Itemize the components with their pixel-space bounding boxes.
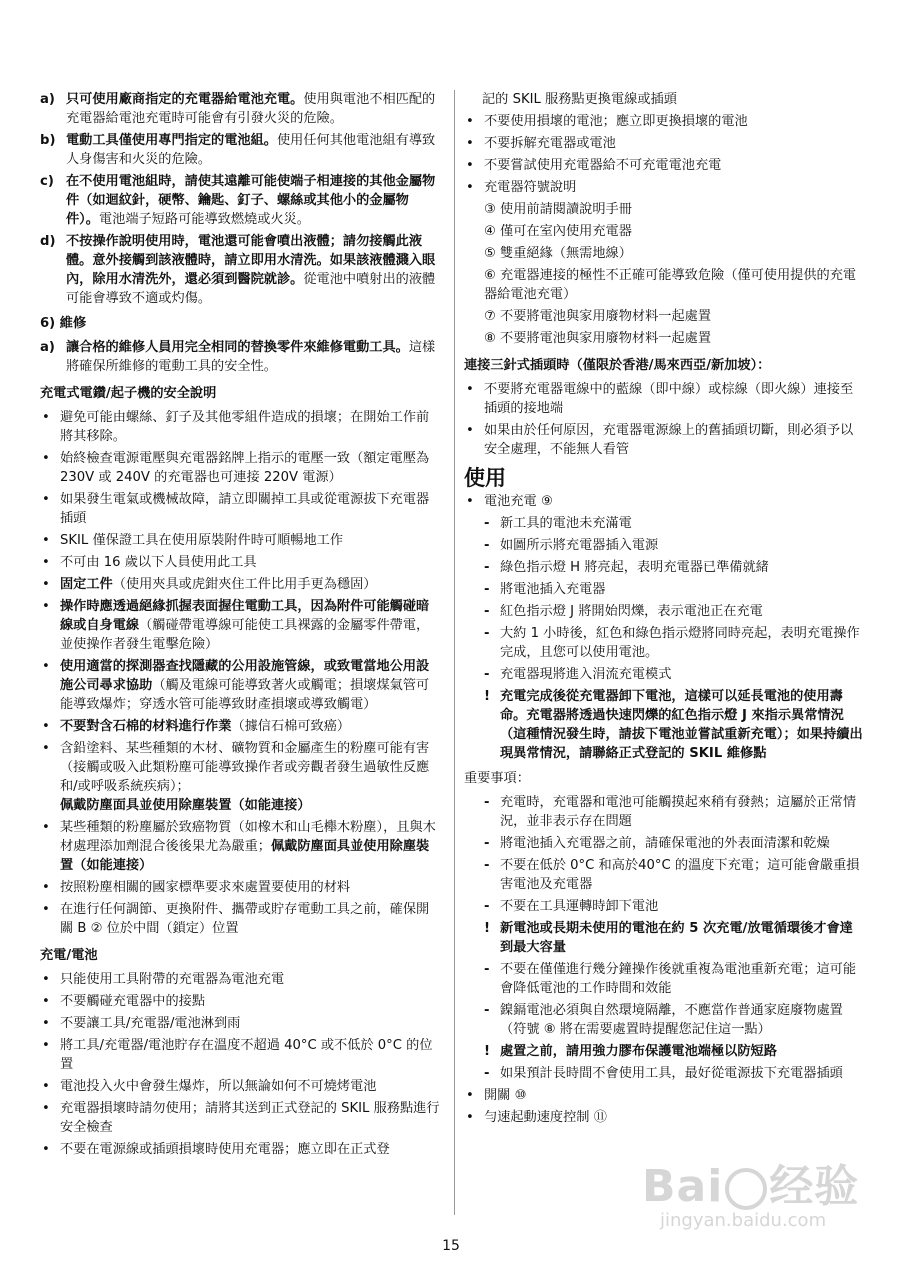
list-item: [40, 1036, 440, 1074]
item-text: 新工具的電池未充滿電: [500, 516, 632, 531]
sub-item: [464, 1064, 864, 1083]
item-text: 充電器符號說明: [484, 180, 577, 195]
sub-item: [464, 1042, 864, 1061]
watermark-url: jingyan.baidu.com: [660, 1210, 827, 1231]
dash-icon: -: [484, 962, 490, 977]
bullet-icon: •: [466, 114, 474, 129]
item-text: 不要在工具運轉時卸下電池: [500, 899, 659, 914]
charge-steps-list: [464, 514, 864, 763]
bullet-icon: •: [42, 1101, 50, 1116]
symbol-item: ③ 使用前請閱讀說明手冊: [484, 202, 632, 217]
safety-item: [40, 90, 440, 128]
bullet-icon: •: [42, 994, 50, 1009]
item-label: c): [40, 174, 54, 189]
item-text: （觸及電線可能導致著火或觸電；損壞煤氣管可能導致爆炸；穿透水管可能導致財產損壞或導致觸電）: [60, 678, 430, 712]
item-text: 始終檢查電源電壓與充電器銘牌上指示的電壓一致（額定電壓為 230V 或 240V 的充電器也可連接 220V 電源）: [60, 451, 430, 485]
bullet-icon: •: [42, 533, 50, 548]
list-item: [464, 156, 864, 175]
dash-icon: -: [484, 667, 490, 682]
bullet-icon: •: [42, 972, 50, 987]
important-list: [464, 793, 864, 1083]
item-text: 充電時，充電器和電池可能觸摸起來稍有發熱；這屬於正常情況，並非表示存在問題: [500, 795, 857, 829]
warning-icon: !: [484, 689, 491, 704]
safety-item: [40, 172, 440, 229]
page-number: 15: [442, 1238, 460, 1254]
bullet-icon: •: [466, 382, 474, 397]
list-item: [40, 657, 440, 714]
item-text: 按照粉塵相關的國家標準要求來處置要使用的材料: [60, 880, 351, 895]
bullet-icon: •: [42, 902, 50, 917]
list-item: [40, 717, 440, 736]
important-title: 重要事項：: [464, 771, 530, 786]
list-item: [40, 553, 440, 572]
dash-icon: -: [484, 1066, 490, 1081]
item-bold-text: 操作時應透過絕緣抓握表面握住電動工具，因為附件可能觸碰暗線或自身電線: [60, 599, 430, 633]
item-text: SKIL 僅保證工具在使用原裝附件時可順暢地工作: [60, 533, 344, 548]
item-text: 不要使用損壞的電池；應立即更換損壞的電池: [484, 114, 748, 129]
list-item: [40, 408, 440, 446]
item-text: 將工具/充電器/電池貯存在溫度不超過 40°C 或不低於 0°C 的位置: [60, 1038, 433, 1072]
sub-item: [464, 624, 864, 662]
bullet-icon: •: [42, 741, 50, 756]
dash-icon: -: [484, 582, 490, 597]
list-item: [40, 1140, 440, 1159]
item-text: 不要在低於 0°C 和高於40°C 的溫度下充電；這可能會嚴重損害電池及充電器: [500, 858, 860, 892]
item-label: a): [40, 340, 55, 355]
section-title-use: 使用: [464, 466, 506, 490]
item-text: 大約 1 小時後，紅色和綠色指示燈將同時亮起，表明充電操作完成，且您可以使用電池。: [500, 626, 860, 660]
list-item: [464, 421, 864, 459]
bullet-icon: •: [42, 1142, 50, 1157]
list-item: [40, 575, 440, 594]
bullet-icon: •: [466, 1088, 474, 1103]
paw-icon: [725, 1168, 767, 1210]
charger-warnings-list: [464, 112, 864, 197]
bullet-icon: •: [42, 555, 50, 570]
item-text: 充電完成後從充電器卸下電池，這樣可以延長電池的使用壽命。充電器將透過快速閃爍的紅色指示燈 J 來指示異常情況（這種情況發生時，請拔下電池並嘗試重新充電）；如果持續出現異常情況，請聯絡正式登記的 SKIL 維修點: [500, 689, 863, 761]
bullet-icon: •: [466, 180, 474, 195]
dash-icon: -: [484, 538, 490, 553]
dash-icon: -: [484, 795, 490, 810]
item-bold-text: 使用適當的探測器查找隱藏的公用設施管線，或致電當地公用設施公司尋求協助: [60, 659, 430, 693]
section-title-charger-battery: 充電/電池: [40, 948, 98, 963]
list-item: [40, 449, 440, 487]
continuation-text: 記的 SKIL 服務點更換電線或插頭: [482, 92, 677, 107]
sub-item: [464, 558, 864, 577]
list-item: [40, 1099, 440, 1137]
item-text: 將電池插入充電器: [500, 582, 606, 597]
list-item: [40, 739, 440, 815]
item-text: 使用與電池不相匹配的充電器給電池充電時可能會有引發火災的危險。: [66, 92, 436, 126]
item-bold-text: 不按操作說明使用時，電池還可能會噴出液體；請勿接觸此液體。意外接觸到該液體時，請立即用水清洗。如果該液體濺入眼內，除用水清洗外，還必須到醫院就診。: [66, 234, 436, 287]
list-item: [40, 1077, 440, 1096]
item-text: 勻速起動速度控制 ⑪: [484, 1110, 607, 1125]
dash-icon: -: [484, 626, 490, 641]
list-item: [40, 970, 440, 989]
bullet-icon: •: [42, 599, 50, 614]
bullet-icon: •: [466, 1110, 474, 1125]
bullet-icon: •: [466, 158, 474, 173]
charger-battery-list: [40, 970, 440, 1159]
dash-icon: -: [484, 899, 490, 914]
item-text: 如果由於任何原因，充電器電源線上的舊插頭切斷，則必須予以安全處理，不能無人看管: [484, 423, 854, 457]
list-item: [40, 490, 440, 528]
baidu-watermark: [642, 1150, 882, 1245]
item-text: 電池投入火中會發生爆炸，所以無論如何不可燒烤電池: [60, 1079, 377, 1094]
sub-item: [464, 665, 864, 684]
item-text: 使用任何其他電池組有導致人身傷害和火災的危險。: [66, 133, 436, 167]
item-text: 不要在電源線或插頭損壞時使用充電器；應立即在正式登: [60, 1142, 390, 1157]
right-column: [464, 90, 864, 1130]
item-text: 不要嘗試使用充電器給不可充電電池充電: [484, 158, 722, 173]
list-item: [40, 900, 440, 938]
item-bold-text: 佩戴防塵面具並使用除塵裝置（如能連接）: [60, 839, 430, 873]
dash-icon: -: [484, 560, 490, 575]
final-list: [464, 1086, 864, 1127]
item-text: 不要觸碰充電器中的接點: [60, 994, 206, 1009]
sub-item: [464, 580, 864, 599]
item-text: 開關 ⑩: [484, 1088, 527, 1103]
dash-icon: -: [484, 604, 490, 619]
battery-safety-items: [40, 90, 440, 308]
item-text: 綠色指示燈 H 將亮起，表明充電器已準備就緒: [500, 560, 769, 575]
sub-item: [464, 856, 864, 894]
sub-item: [464, 919, 864, 957]
item-text: （使用夾具或虎鉗夾住工件比用手更為穩固）: [112, 577, 377, 592]
plug-list: [464, 380, 864, 459]
bullet-icon: •: [42, 1038, 50, 1053]
list-item: [40, 1014, 440, 1033]
item-text: 鎳鎘電池必須與自然環境隔離，不應當作普通家庭廢物處置（符號 ⑧ 將在需要處置時提醒您記住這一點）: [500, 1003, 843, 1037]
section-title-three-pin-plug: 連接三針式插頭時（僅限於香港/馬來西亞/新加坡）：: [464, 358, 771, 373]
charger-symbols-list: [464, 200, 864, 348]
bullet-icon: •: [466, 423, 474, 438]
item-text: 將電池插入充電器之前，請確保電池的外表面清潔和乾燥: [500, 836, 830, 851]
list-item: [40, 992, 440, 1011]
left-column: [40, 90, 440, 1162]
watermark-logo-left: Bai: [642, 1161, 724, 1212]
list-item: [464, 178, 864, 197]
list-item: [40, 597, 440, 654]
list-item: [464, 1108, 864, 1127]
battery-charge-item: • 電池充電 ⑨: [466, 494, 553, 509]
dash-icon: -: [484, 516, 490, 531]
bullet-icon: •: [42, 492, 50, 507]
item-text: 從電池中噴射出的液體可能會導致不適或灼傷。: [66, 272, 436, 306]
bullet-icon: •: [42, 719, 50, 734]
item-text: 這樣將確保所維修的電動工具的安全性。: [66, 340, 436, 374]
bullet-icon: •: [42, 451, 50, 466]
dash-icon: -: [484, 858, 490, 873]
bullet-icon: •: [42, 880, 50, 895]
item-bold-text: 佩戴防塵面具並使用除塵裝置（如能連接）: [60, 798, 311, 813]
sub-item: [464, 514, 864, 533]
symbol-item: ⑤ 雙重絕緣（無需地線）: [484, 246, 632, 261]
item-text: 充電器損壞時請勿使用；請將其送到正式登記的 SKIL 服務點進行安全檢查: [60, 1101, 440, 1135]
bullet-icon: •: [42, 410, 50, 425]
bullet-icon: •: [42, 1079, 50, 1094]
bullet-icon: •: [42, 659, 50, 674]
list-item: [464, 134, 864, 153]
item-text: 處置之前，請用強力膠布保護電池端極以防短路: [500, 1044, 777, 1059]
item-text: 含鉛塗料、某些種類的木材、礦物質和金屬產生的粉塵可能有害（接觸或吸入此類粉塵可能導致操作者或旁觀者發生過敏性反應和/或呼吸系統疾病）；: [60, 741, 430, 794]
list-item: [464, 112, 864, 131]
item-text: 某些種類的粉塵屬於致癌物質（如橡木和山毛櫸木粉塵），且與木材處理添加劑混合後後果尤為嚴重；: [60, 820, 436, 854]
sub-item: [464, 536, 864, 555]
warning-icon: !: [484, 921, 491, 936]
sub-item: [464, 602, 864, 621]
bullet-icon: •: [466, 136, 474, 151]
symbol-item: ⑦ 不要將電池與家用廢物材料一起處置: [484, 309, 712, 324]
sub-item: [464, 834, 864, 853]
item-text: 不要讓工具/充電器/電池淋到雨: [60, 1016, 241, 1031]
symbol-item: ⑧ 不要將電池與家用廢物材料一起處置: [484, 331, 712, 346]
item-text: （觸碰帶電導線可能使工具裸露的金屬零件帶電，並使操作者發生電擊危險）: [60, 618, 430, 652]
sub-item: [464, 793, 864, 831]
item-text: （據信石棉可致癌）: [231, 719, 351, 734]
list-item: [40, 531, 440, 550]
item-text: 如果發生電氣或機械故障，請立即關掉工具或從電源拔下充電器插頭: [60, 492, 430, 526]
item-text: 不要拆解充電器或電池: [484, 136, 616, 151]
symbol-item: ④ 僅可在室內使用充電器: [484, 224, 632, 239]
drill-safety-list: [40, 408, 440, 938]
bullet-icon: •: [42, 577, 50, 592]
item-text: 不要將充電器電線中的藍線（即中線）或棕線（即火線）連接至插頭的接地端: [484, 382, 854, 416]
list-item: [40, 878, 440, 897]
column-divider: [454, 90, 455, 1215]
list-item: [464, 380, 864, 418]
item-label: a): [40, 92, 55, 107]
item-text: 如圖所示將充電器插入電源: [500, 538, 659, 553]
item-bold-text: 電動工具僅使用專門指定的電池組。: [66, 133, 277, 148]
item-text: 只能使用工具附帶的充電器為電池充電: [60, 972, 285, 987]
item-text: 如果預計長時間不會使用工具，最好從電源拔下充電器插頭: [500, 1066, 843, 1081]
item-text: 不可由 16 歲以下人員使用此工具: [60, 555, 257, 570]
sub-item: [464, 1001, 864, 1039]
dash-icon: -: [484, 836, 490, 851]
item-bold-text: 不要對含石棉的材料進行作業: [60, 719, 232, 734]
item-text: 電池端子短路可能導致燃燒或火災。: [98, 212, 310, 227]
dash-icon: -: [484, 1003, 490, 1018]
item-label: b): [40, 133, 56, 148]
item-text: 新電池或長期未使用的電池在約 5 次充電/放電循環後才會達到最大容量: [500, 921, 853, 955]
sub-item: [464, 897, 864, 916]
item-text: 紅色指示燈 J 將開始閃爍，表示電池正在充電: [500, 604, 763, 619]
list-item: [464, 1086, 864, 1105]
maintenance-item: [40, 338, 440, 376]
section-title-maintenance: 6) 維修: [40, 316, 87, 331]
bullet-icon: •: [42, 1016, 50, 1031]
list-item: [40, 818, 440, 875]
item-text: 充電器現將進入涓流充電模式: [500, 667, 672, 682]
symbol-item: ⑥ 充電器連接的極性不正確可能導致危險（僅可使用提供的充電器給電池充電）: [484, 268, 857, 302]
item-text: 在進行任何調節、更換附件、攜帶或貯存電動工具之前，確保開關 B ② 位於中間（鎖定）位置: [60, 902, 430, 936]
section-title-drill-safety: 充電式電鑽/起子機的安全說明: [40, 386, 217, 401]
safety-item: [40, 232, 440, 308]
warning-icon: !: [484, 1044, 491, 1059]
item-bold-text: 只可使用廠商指定的充電器給電池充電。: [66, 92, 304, 107]
sub-item: [464, 687, 864, 763]
sub-item: [464, 960, 864, 998]
bullet-icon: •: [42, 820, 50, 835]
watermark-logo-right: 经验: [769, 1161, 860, 1212]
item-label: d): [40, 234, 56, 249]
item-text: 不要在僅僅進行幾分鐘操作後就重複為電池重新充電；這可能會降低電池的工作時間和效能: [500, 962, 857, 996]
item-text: 避免可能由螺絲、釘子及其他零組件造成的損壞；在開始工作前將其移除。: [60, 410, 430, 444]
item-bold-text: 讓合格的維修人員用完全相同的替換零件來維修電動工具。: [66, 340, 409, 355]
safety-item: [40, 131, 440, 169]
item-bold-text: 在不使用電池組時，請使其遠離可能使端子相連接的其他金屬物件（如迴紋針，硬幣、鑰匙、釘子、螺絲或其他小的金屬物件）。: [66, 174, 436, 227]
item-bold-text: 固定工件: [60, 577, 113, 592]
